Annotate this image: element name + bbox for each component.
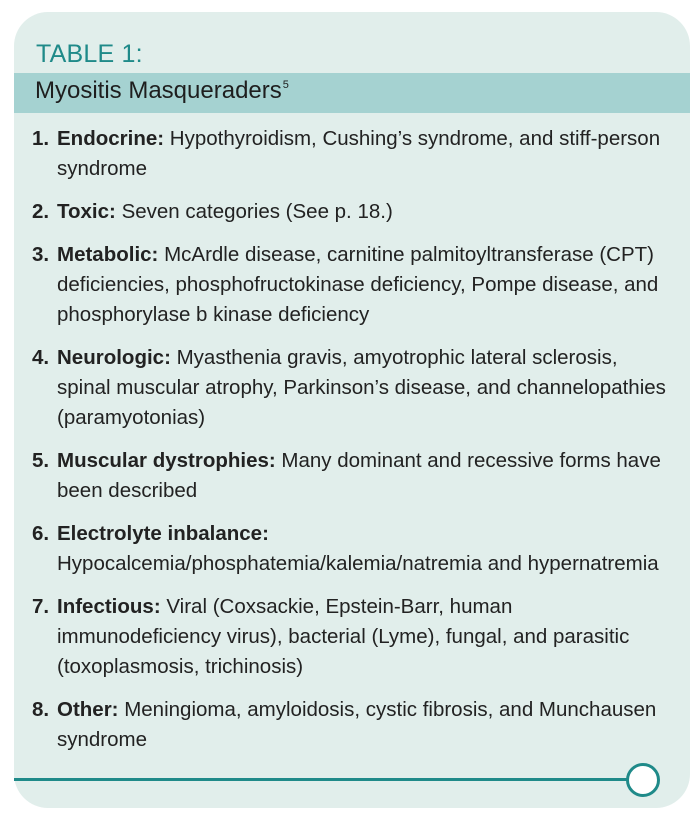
- item-number: 2.: [32, 200, 50, 223]
- item-number: 7.: [32, 595, 50, 618]
- list-item-endocrine: [32, 124, 672, 184]
- table-card: [14, 12, 690, 808]
- title-band: [14, 73, 690, 113]
- item-number: 3.: [32, 243, 50, 266]
- list-item-muscular-dystrophies: [32, 446, 672, 506]
- footer-rule: [14, 778, 628, 781]
- item-description: Myasthenia gravis, amyotrophic lateral sclerosis, spinal muscular atrophy, Parkinson’s disease, and channelopathies (paramyotonias): [57, 346, 666, 429]
- title-reference: 5: [282, 79, 289, 91]
- list-item-other: [32, 695, 672, 755]
- table-label: TABLE 1:: [36, 40, 143, 68]
- table-title-text: Myositis Masqueraders: [35, 77, 282, 104]
- item-number: 1.: [32, 127, 50, 150]
- item-category: Muscular dystrophies:: [57, 449, 276, 472]
- item-number: 6.: [32, 522, 50, 545]
- item-description: Many dominant and recessive forms have been described: [57, 449, 661, 502]
- list-item-electrolyte: [32, 519, 672, 579]
- item-category: Toxic:: [57, 200, 116, 223]
- item-description: Viral (Coxsackie, Epstein-Barr, human immunodeficiency virus), bacterial (Lyme), fungal, and parasitic (toxoplasmosis, trichinosis): [57, 595, 630, 678]
- item-category: Neurologic:: [57, 346, 171, 369]
- item-number: 8.: [32, 698, 50, 721]
- item-description: Seven categories (See p. 18.): [121, 200, 393, 223]
- item-description: Meningioma, amyloidosis, cystic fibrosis, and Munchausen syndrome: [57, 698, 657, 751]
- item-number: 4.: [32, 346, 50, 369]
- item-category: Infectious:: [57, 595, 161, 618]
- list-item-toxic: [32, 197, 672, 227]
- item-number: 5.: [32, 449, 50, 472]
- item-category: Endocrine:: [57, 127, 165, 150]
- item-description: Hypocalcemia/phosphatemia/kalemia/natremia and hypernatremia: [57, 552, 659, 575]
- item-description: Hypothyroidism, Cushing’s syndrome, and stiff-person syndrome: [57, 127, 661, 180]
- item-description: McArdle disease, carnitine palmitoyltransferase (CPT) deficiencies, phosphofructokinase deficiency, Pompe disease, and phosphorylase b kinase deficiency: [57, 243, 659, 326]
- list-item-metabolic: [32, 240, 672, 330]
- footer-ring-icon: [626, 763, 660, 797]
- list-item-neurologic: [32, 343, 672, 433]
- item-category: Electrolyte inbalance:: [57, 522, 269, 545]
- item-category: Metabolic:: [57, 243, 159, 266]
- item-category: Other:: [57, 698, 119, 721]
- masquerader-list: [32, 124, 672, 768]
- table-title: [35, 77, 289, 105]
- list-item-infectious: [32, 592, 672, 682]
